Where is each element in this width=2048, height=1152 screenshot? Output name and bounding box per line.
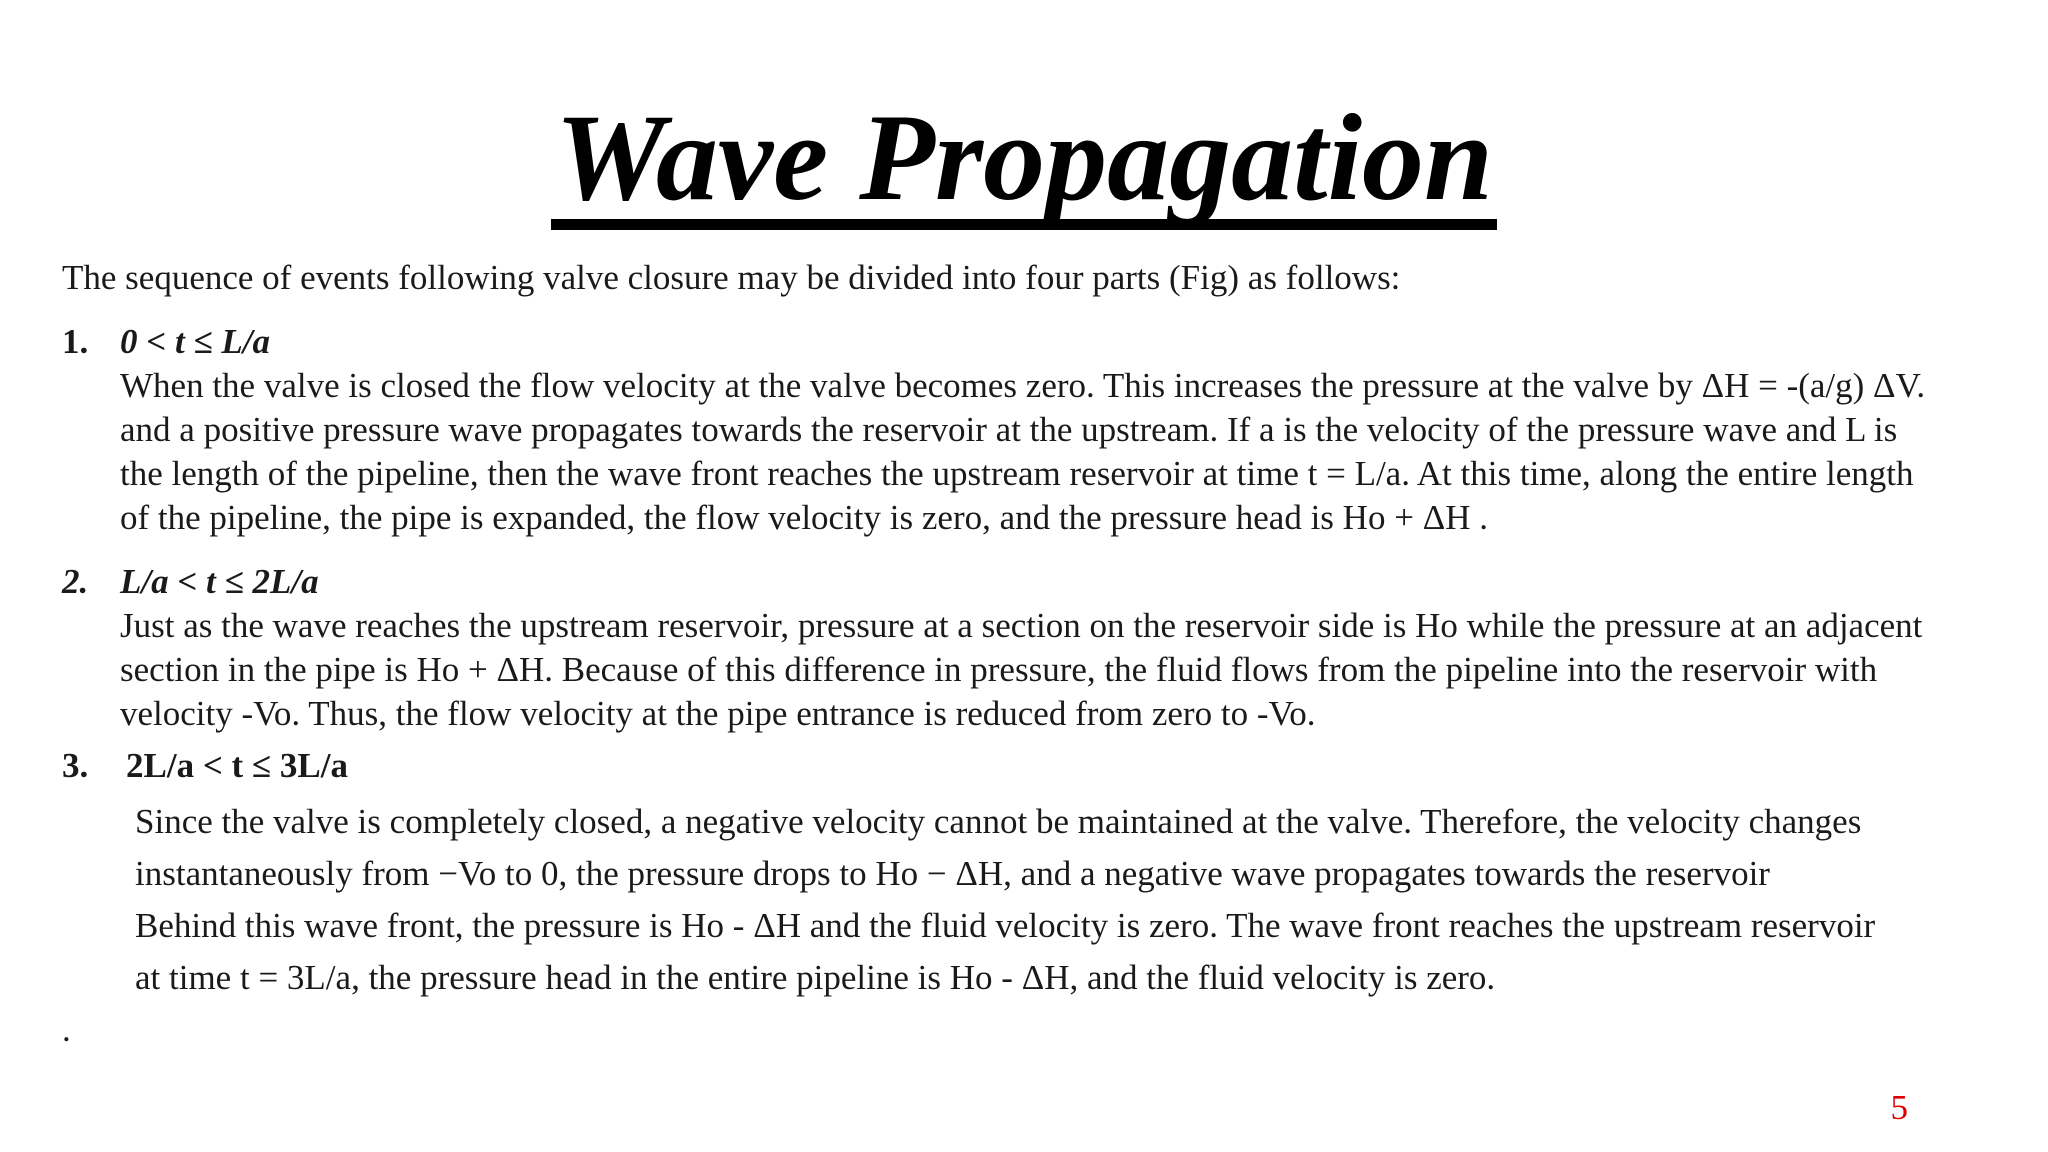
section-2-heading-text: L/a < t ≤ 2L/a	[120, 562, 319, 601]
section-1-heading	[62, 320, 270, 364]
section-2-heading	[62, 560, 319, 604]
section-3-line: Since the valve is completely closed, a negative velocity cannot be maintained at the valve. Therefore, the velocity changes	[135, 802, 1862, 841]
page-number: 5	[1890, 1088, 1908, 1127]
slide-title	[0, 90, 2048, 230]
section-3-line: Behind this wave front, the pressure is Ho - ΔH and the fluid velocity is zero. The wave front reaches the upstream reservoir	[135, 906, 1876, 945]
section-3-heading	[62, 744, 348, 788]
section-3-body	[135, 796, 1875, 1004]
section-2-line: section in the pipe is Ho + ΔH. Because of this difference in pressure, the fluid flows from the pipeline into the reservoir with	[120, 650, 1878, 689]
section-3-line: at time t = 3L/a, the pressure head in the entire pipeline is Ho - ΔH, and the fluid velocity is zero.	[135, 958, 1496, 997]
trailing-mark: .	[62, 1010, 71, 1049]
section-1-line: and a positive pressure wave propagates towards the reservoir at the upstream. If a is the velocity of the pressure wave and L is	[120, 410, 1898, 449]
section-1-line: When the valve is closed the flow velocity at the valve becomes zero. This increases the pressure at the valve by ΔH = -(a/g) ΔV.	[120, 366, 1926, 405]
slide-title-text: Wave Propagation	[551, 99, 1497, 230]
section-2-line: velocity -Vo. Thus, the flow velocity at the pipe entrance is reduced from zero to -Vo.	[120, 694, 1316, 733]
intro-paragraph: The sequence of events following valve closure may be divided into four parts (Fig) as follows:	[62, 258, 1401, 297]
section-2-line: Just as the wave reaches the upstream reservoir, pressure at a section on the reservoir side is Ho while the pressure at an adjacent	[120, 606, 1923, 645]
section-3-heading-text: 2L/a < t ≤ 3L/a	[126, 746, 348, 785]
section-1-body	[120, 364, 1925, 540]
section-1-number: 1.	[62, 322, 89, 361]
section-2-number: 2.	[62, 562, 89, 601]
section-1-line: of the pipeline, the pipe is expanded, the flow velocity is zero, and the pressure head is Ho + ΔH .	[120, 498, 1488, 537]
section-3-line: instantaneously from −Vo to 0, the pressure drops to Ho − ΔH, and a negative wave propagates towards the reservoir	[135, 854, 1770, 893]
section-1-line: the length of the pipeline, then the wave front reaches the upstream reservoir at time t = L/a. At this time, along the entire length	[120, 454, 1914, 493]
section-2-body	[120, 604, 1922, 736]
section-3-number: 3.	[62, 746, 89, 785]
section-1-heading-text: 0 < t ≤ L/a	[120, 322, 270, 361]
